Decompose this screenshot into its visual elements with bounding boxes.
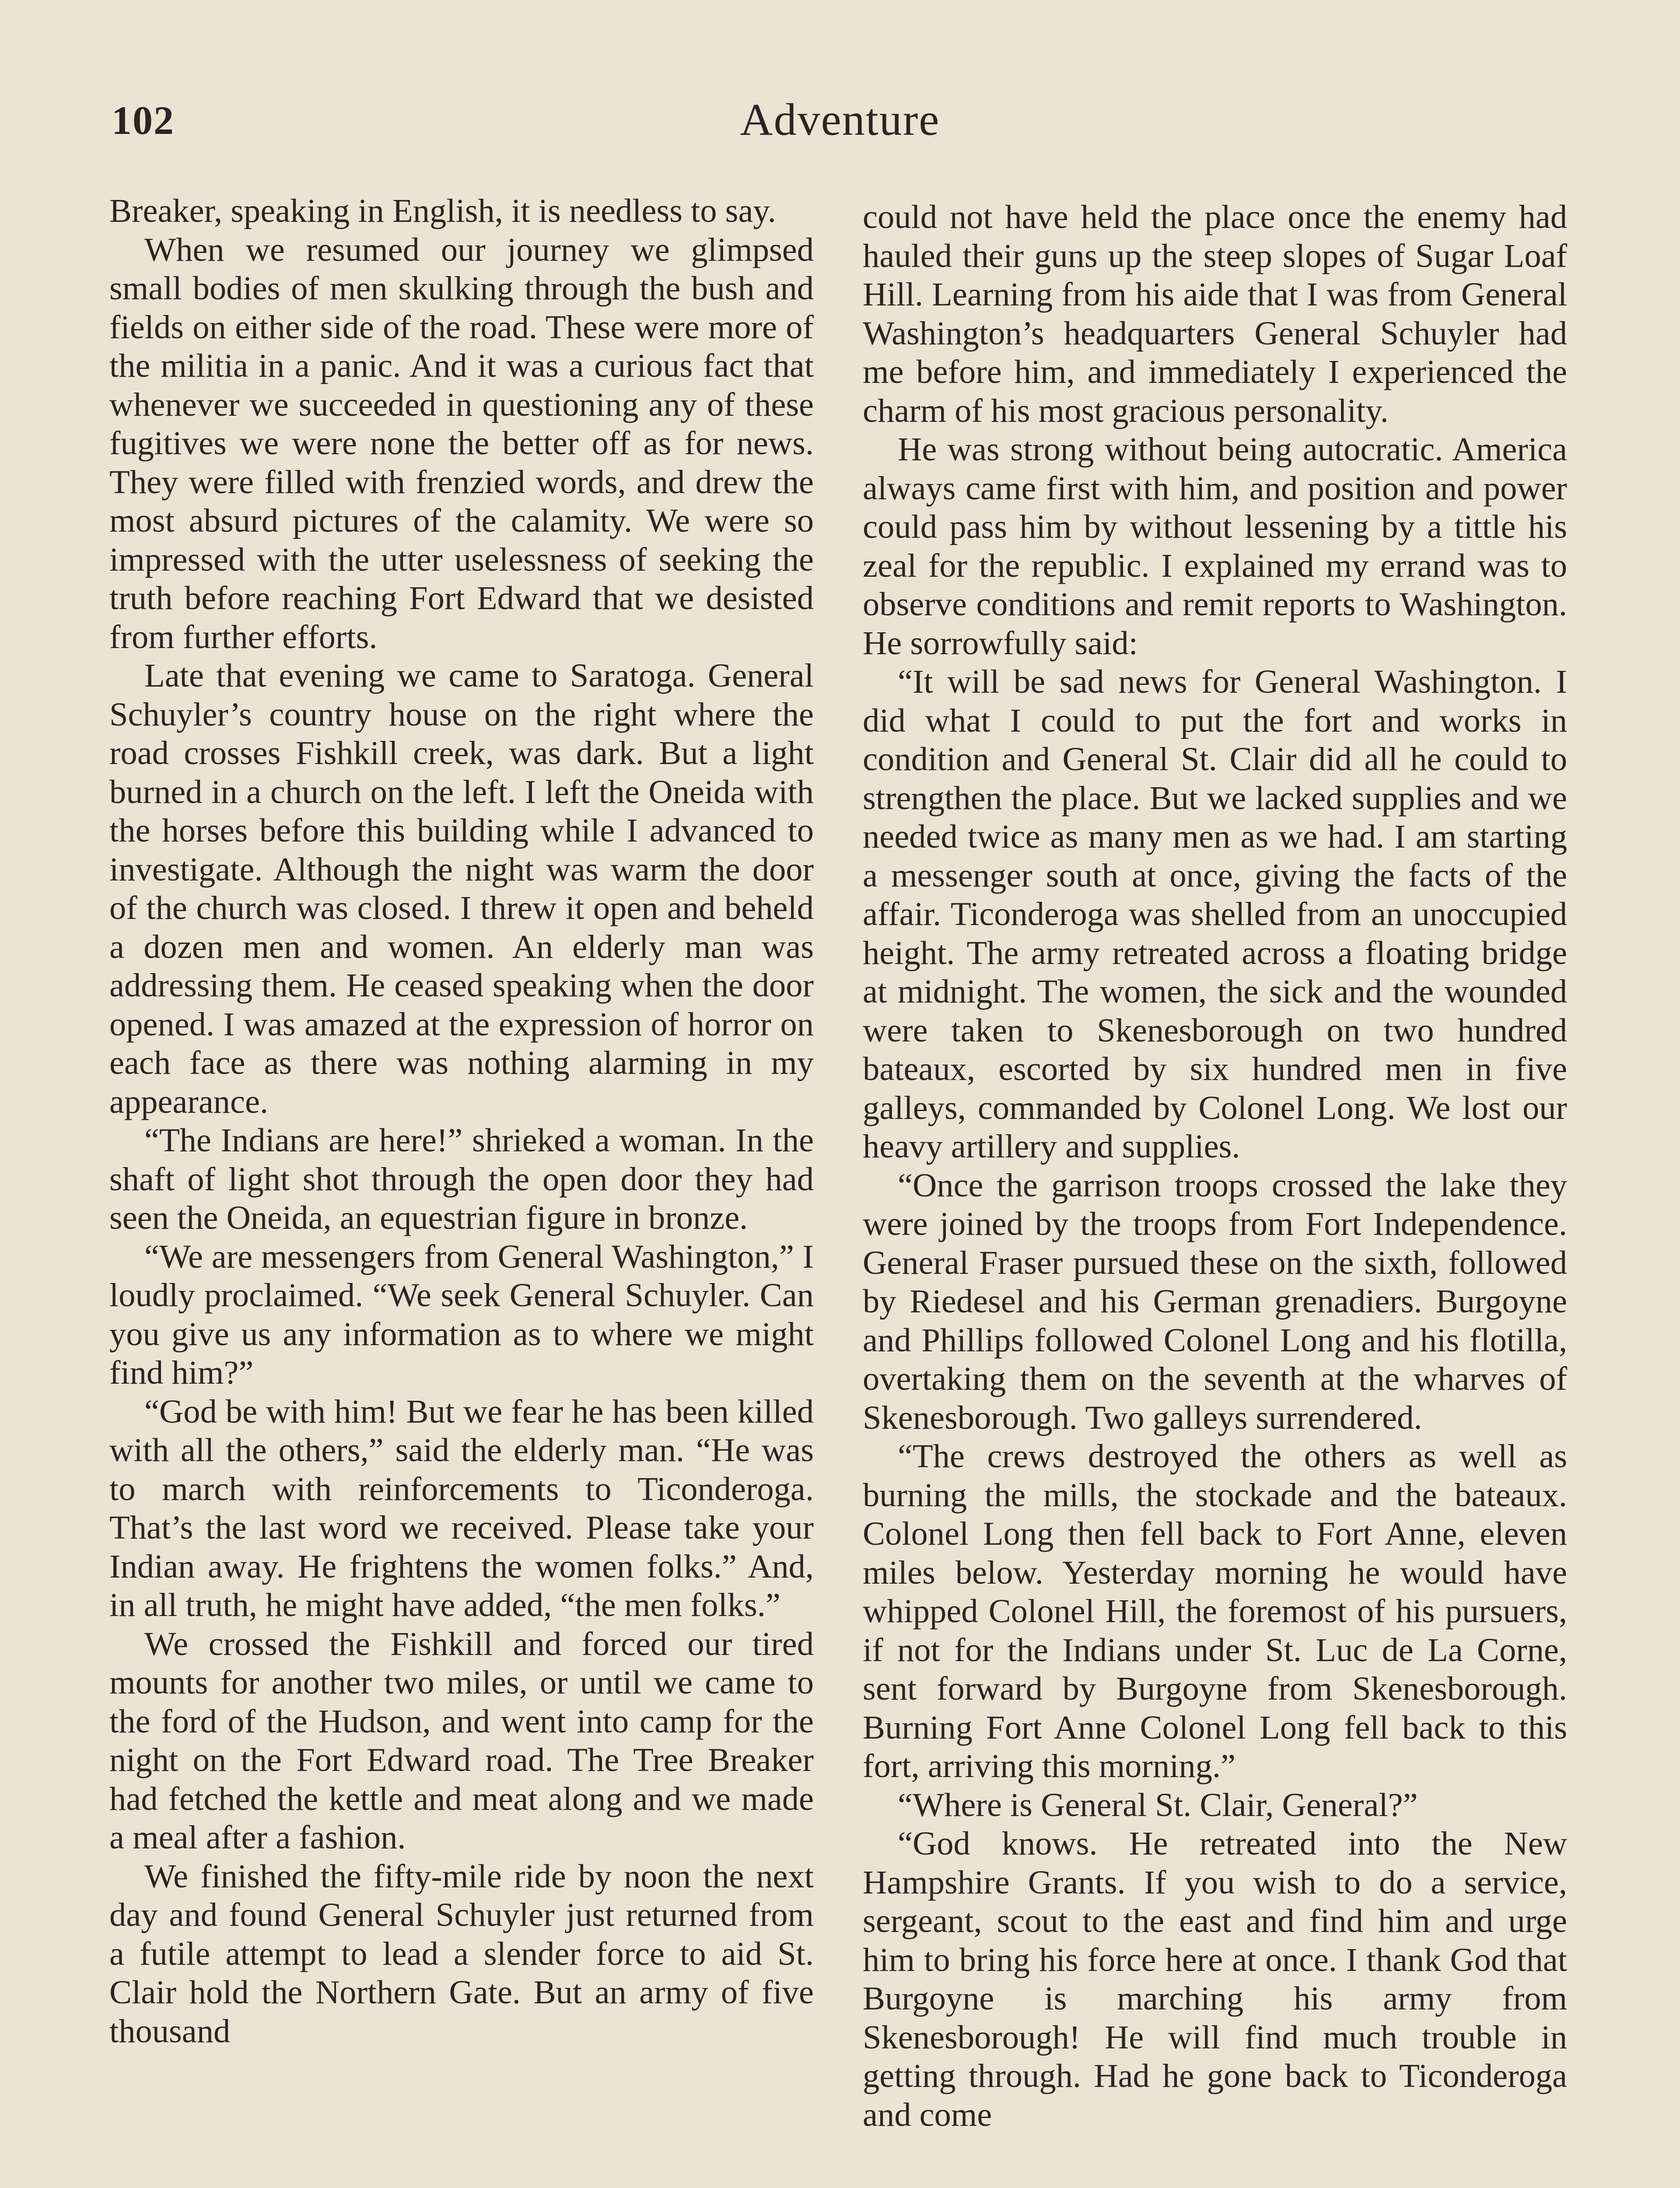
paragraph: “The crews destroyed the others as well as burning the mills, the stockade and the bateaux. Colonel Long then fell back to Fort Anne, eleven miles below. Yesterday morning he would have whipped Colonel Hill, the foremost of his pursuers, if not for the Indians under St. Luc de La Corne, sent forward by Burgoyne from Skenesborough. Burning Fort Anne Colonel Long fell back to this fort, arriving this morning.”	[863, 1438, 1567, 1785]
paragraph: “Once the garrison troops crossed the lake they were joined by the troops from Fort Independence. General Fraser pursued these on the sixth, followed by Riedesel and his German grenadiers. Burgoyne and Phillips followed Colonel Long and his flotilla, overtaking them on the seventh at the wharves of Skenesborough. Two galleys surrendered.	[863, 1166, 1567, 1436]
page-number: 102	[112, 98, 175, 143]
paragraph: He was strong without being autocratic. America always came first with him, and position and power could pass him by without lessening by a tittle his zeal for the republic. I explained my errand was to observe conditions and remit reports to Washington. He sorrowfully said:	[863, 431, 1567, 662]
paragraph: Late that evening we came to Saratoga. General Schuyler’s country house on the right where the road crosses Fishkill creek, was dark. But a light burned in a church on the left. I left the Oneida with the horses before this building while I advanced to investigate. Although the night was warm the door of the church was closed. I threw it open and beheld a dozen men and women. An elderly man was addressing them. He ceased speaking when the door opened. I was amazed at the expression of horror on each face as there was nothing alarming in my appearance.	[109, 657, 814, 1120]
paragraph: “Where is General St. Clair, General?”	[898, 1786, 1418, 1823]
paragraph: We crossed the Fishkill and forced our tired mounts for another two miles, or until we came to the ford of the Hudson, and went into camp for the night on the Fort Edward road. The Tree Breaker had fetched the kettle and meat along and we made a meal after a fashion.	[109, 1625, 814, 1856]
paragraph: We finished the fifty-mile ride by noon the next day and found General Schuyler just returned from a futile attempt to lead a slender force to aid St. Clair hold the Northern Gate. But an army of five thousand	[109, 1857, 814, 2050]
paragraph: “We are messengers from General Washington,” I loudly proclaimed. “We seek General Schuyler. Can you give us any information as to where we might find him?”	[109, 1238, 814, 1391]
paragraph: “God be with him! But we fear he has been killed with all the others,” said the elderly man. “He was to march with reinforcements to Ticonderoga. That’s the last word we received. Please take your Indian away. He frightens the women folks.” And, in all truth, he might have added, “the men folks.”	[109, 1392, 814, 1623]
paragraph: “The Indians are here!” shrieked a woman. In the shaft of light shot through the open door they had seen the Oneida, an equestrian figure in bronze.	[109, 1122, 814, 1236]
paragraph: When we resumed our journey we glimpsed small bodies of men skulking through the bush and fields on either side of the road. These were more of the militia in a panic. And it was a curious fact that whenever we succeeded in questioning any of these fugitives we were none the better off as for news. They were filled with frenzied words, and drew the most absurd pictures of the calamity. We were so impressed with the utter uselessness of seeking the truth before reaching Fort Edward that we desisted from further efforts.	[109, 231, 814, 656]
paragraph: “God knows. He retreated into the New Hampshire Grants. If you wish to do a service, sergeant, scout to the east and find him and urge him to bring his force here at once. I thank God that Burgoyne is marching his army from Skenesborough! He will find much trouble in getting through. Had he gone back to Ticonderoga and come	[863, 1825, 1567, 2133]
left-text-column	[109, 192, 814, 2051]
paragraph: “It will be sad news for General Washington. I did what I could to put the fort and works in condition and General St. Clair did all he could to strengthen the place. But we lacked supplies and we needed twice as many men as we had. I am starting a messenger south at once, giving the facts of the affair. Ticonderoga was shelled from an unoccupied height. The army retreated across a floating bridge at midnight. The women, the sick and the wounded were taken to Skenesborough on two hundred bateaux, escorted by six hundred men in five galleys, commanded by Colonel Long. We lost our heavy artillery and supplies.	[863, 663, 1567, 1165]
paragraph: could not have held the place once the enemy had hauled their guns up the steep slopes of Sugar Loaf Hill. Learning from his aide that I was from General Washington’s headquarters General Schuyler had me before him, and immediately I experienced the charm of his most gracious personality.	[863, 198, 1567, 429]
magazine-title: Adventure	[740, 95, 940, 145]
right-text-column	[863, 198, 1567, 2134]
paragraph: Breaker, speaking in English, it is needless to say.	[109, 192, 776, 229]
